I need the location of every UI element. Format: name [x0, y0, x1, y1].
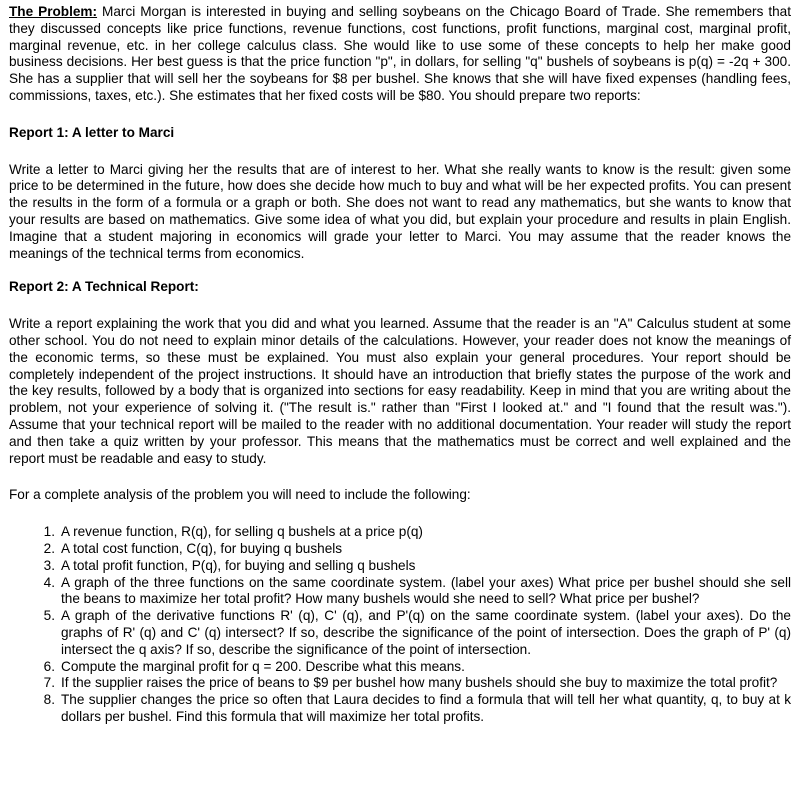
list-item: 5. A graph of the derivative functions R' (q), C' (q), and P'(q) on the same coordinate system. (label your axes). Do the graphs of R' (q) and C' (q) intersect? If so, describe the significance of the point of intersection. Does the graph of P' (q) intersect the q axis? If so, describe the significance of the point of intersection.	[43, 608, 791, 657]
problem-paragraph	[9, 4, 791, 105]
report2-text: Write a report explaining the work that you did and what you learned. Assume that the reader is an "A" Calculus student at some other school. You do not need to explain minor details of the calculations. However, your reader does not know the meanings of the economic terms, so these must be explained. You must also explain your general procedures. Your report should be completely independent of the project instructions. It should have an introduction that briefly states the purpose of the work and the key results, followed by a body that is organized into sections for easy readability. Keep in mind that you are writing about the problem, not your experience of solving it. ("The result is." rather than "First I looked at." and "I found that the result was."). Assume that your technical report will be mailed to the reader with no additional documentation. Your reader will study the report and then take a quiz written by your professor. This means that the mathematics must be correct and well explained and the report must be readable and easy to study.	[9, 316, 791, 466]
list-item: 7. If the supplier raises the price of beans to $9 per bushel how many bushels should she buy to maximize the total profit?	[43, 675, 778, 691]
report1-heading: Report 1: A letter to Marci	[9, 124, 175, 140]
list-item: 2. A total cost function, C(q), for buying q bushels	[43, 540, 343, 556]
analysis-intro: For a complete analysis of the problem you will need to include the following:	[9, 487, 471, 503]
list-item: 4. A graph of the three functions on the same coordinate system. (label your axes) What price per bushel should she sell the beans to maximize her total profit? How many bushels would she need to sell? What price per bushel?	[43, 574, 791, 607]
report2-heading: Report 2: A Technical Report:	[9, 279, 199, 295]
report1-text: Write a letter to Marci giving her the results that are of interest to her. What she really wants to know is the result: given some price to be determined in the future, how does she decide how much to buy and what will be her expected profits. You can present the results in the form of a formula or a graph or both. She does not want to read any mathematics, but she wants to know that your results are based on mathematics. Give some idea of what you did, but explain your procedure and results in plain English. Imagine that a student majoring in economics will grade your letter to Marci. You may assume that the reader knows the meanings of the technical terms from economics.	[9, 161, 791, 261]
list-item: 8. The supplier changes the price so often that Laura decides to find a formula that will tell her what quantity, q, to buy at k dollars per bushel. Find this formula that will maximize her total profits.	[43, 692, 791, 724]
problem-text: Marci Morgan is interested in buying and selling soybeans on the Chicago Board of Trade. She remembers that they discussed concepts like price functions, revenue functions, cost functions, profit functions, marginal cost, marginal profit, marginal revenue, etc. in her college calculus class. She would like to use some of these concepts to help her make good business decisions. Her best guess is that the price function "p", in dollars, for selling "q" bushels of soybeans is p(q) = -2q + 300. She has a supplier that will sell her the soybeans for $8 per bushel. She knows that she will have fixed expenses (handling fees, commissions, taxes, etc.). She estimates that her fixed costs will be $80. You should prepare two reports:	[9, 4, 792, 103]
requirements-list	[9, 524, 791, 726]
problem-title: The Problem:	[9, 4, 98, 19]
list-item: 1. A revenue function, R(q), for selling q bushels at a price p(q)	[43, 524, 423, 540]
list-item: 3. A total profit function, P(q), for buying and selling q bushels	[43, 557, 416, 573]
list-item: 6. Compute the marginal profit for q = 200. Describe what this means.	[43, 658, 465, 674]
